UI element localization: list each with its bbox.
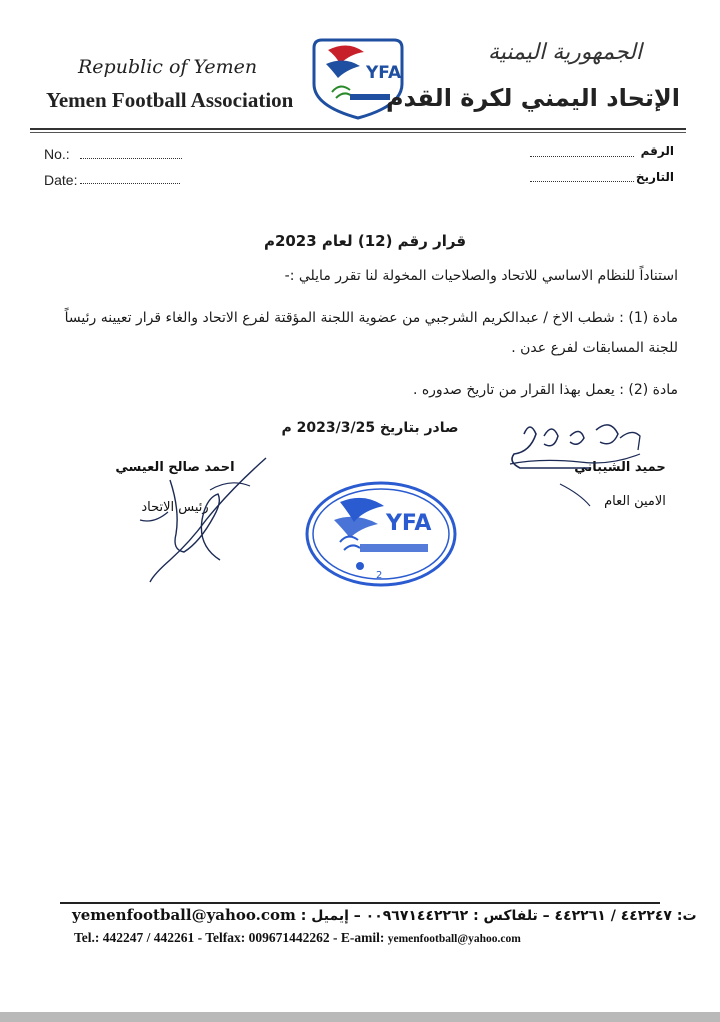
stamp-text: YFA [386, 511, 432, 536]
stamp-number: 2 [376, 570, 383, 581]
secretary-general-name: حميد الشيباني [574, 460, 666, 475]
reference-arabic-date-line [530, 181, 634, 182]
decision-preamble: استناداً للنظام الاساسي للاتحاد والصلاحيات المخولة لنا تقرر مايلي :- [284, 268, 678, 284]
footer-email-english: yemenfootball@yahoo.com [387, 933, 521, 945]
issue-date: صادر بتاريخ 2023/3/25 م [281, 420, 459, 436]
footer-arabic-contact [72, 906, 697, 924]
article-2-text: مادة (2) : يعمل بهذا القرار من تاريخ صدوره . [412, 382, 678, 398]
official-stamp [304, 480, 458, 588]
footer-english-contact [74, 930, 521, 946]
footer-arabic-phones: ت: ٤٤٢٢٤٧ / ٤٤٢٢٦١ – تلفاكس : ٠٠٩٦٧١٤٤٢٢٦٢ – إيميل : [300, 908, 697, 924]
secretary-general-signature [500, 414, 660, 524]
decision-title: قرار رقم (12) لعام 2023م [263, 232, 467, 250]
footer-divider [60, 902, 660, 904]
header-english-republic: Republic of Yemen [78, 56, 258, 78]
header-divider-thin [30, 132, 686, 133]
article-1-text: مادة (1) : شطب الاخ / عبدالكريم الشرجبي من عضوية اللجنة المؤقتة لفرع الاتحاد والغاء قرار تعيينه رئيساً [64, 310, 678, 326]
reference-date-line [80, 183, 180, 184]
scan-edge [0, 1012, 720, 1022]
secretary-general-title: الامين العام [604, 494, 666, 509]
reference-date-label: Date: [44, 172, 78, 188]
footer-phones-english: Tel.: 442247 / 442261 - Telfax: 009671442262 - E-amil: [74, 930, 385, 945]
footer-email-arabic-line: yemenfootball@yahoo.com [72, 906, 296, 924]
header-english-association: Yemen Football Association [46, 88, 294, 112]
reference-arabic-number-label: الرقم [640, 144, 674, 158]
president-title: رئيس الاتحاد [141, 500, 209, 515]
header-arabic-association: الإتحاد اليمني لكرة القدم [385, 84, 680, 112]
reference-number-label: No.: [44, 146, 70, 162]
president-name: احمد صالح العيسي [115, 460, 235, 475]
president-signature [110, 450, 280, 590]
reference-arabic-date-label: التاريخ [635, 170, 674, 184]
reference-number-line [80, 158, 182, 159]
logo-text: YFA [366, 63, 402, 83]
header-arabic-republic: الجمهورية اليمنية [487, 40, 642, 65]
header-divider [30, 128, 686, 130]
article-1-continuation: للجنة المسابقات لفرع عدن . [511, 340, 678, 356]
reference-arabic-number-line [530, 156, 634, 157]
